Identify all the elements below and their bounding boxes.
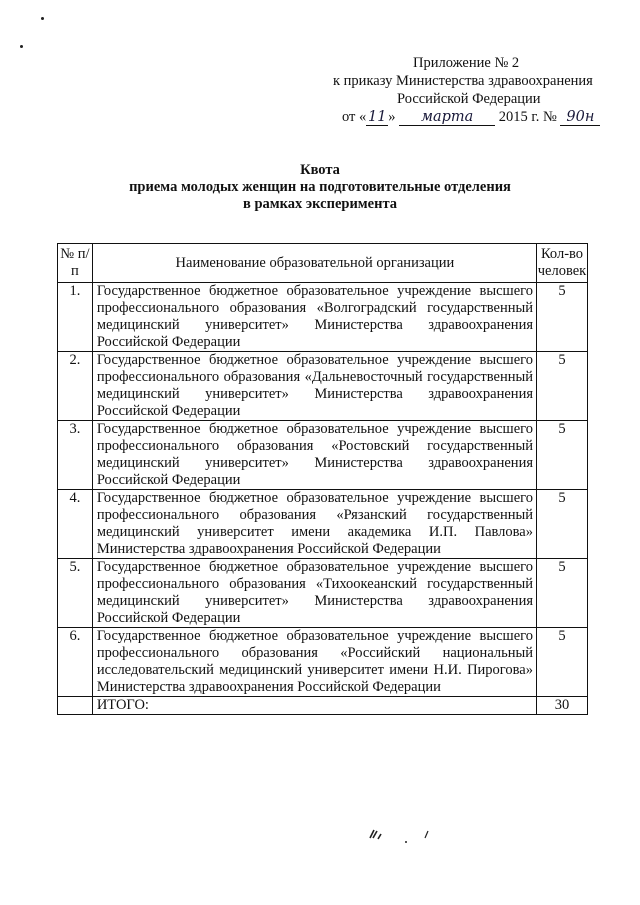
row-qty: 5: [537, 490, 588, 559]
handwritten-day: 11: [368, 109, 387, 125]
row-name: Государственное бюджетное образовательное учреждение высшего профессионального образования «Дальневосточный государственный медицинский университет» Министерства здравоохранения Российской Федерации: [92, 352, 536, 421]
row-qty: 5: [537, 283, 588, 352]
table-header-row: [58, 244, 588, 283]
document-title: [0, 162, 640, 213]
handwritten-month: марта: [399, 109, 495, 126]
table-total-row: [58, 697, 588, 715]
row-num: 4.: [58, 490, 93, 559]
table-row: [58, 421, 588, 490]
row-num: 1.: [58, 283, 93, 352]
header-num: № п/п: [58, 244, 93, 283]
row-qty: 5: [537, 421, 588, 490]
total-label: ИТОГО:: [92, 697, 536, 715]
annex-title: Приложение № 2: [413, 55, 520, 71]
total-num-empty: [58, 697, 93, 715]
row-qty: 5: [537, 628, 588, 697]
title-line-1: Квота: [300, 162, 340, 178]
scan-speck: [20, 45, 23, 48]
row-name: Государственное бюджетное образовательное учреждение высшего профессионального образования «Тихоокеанский государственный медицинский университет» Министерства здравоохранения Российской Федерации: [92, 559, 536, 628]
row-num: 5.: [58, 559, 93, 628]
header-qty: Кол-во человек: [537, 244, 588, 283]
scan-speck: [41, 17, 44, 20]
annex-date-line: [320, 108, 620, 126]
title-line-2: приема молодых женщин на подготовительные отделения: [129, 179, 511, 195]
table-row: [58, 628, 588, 697]
date-prefix: от «: [342, 109, 367, 125]
row-num: 3.: [58, 421, 93, 490]
quota-table: [57, 243, 588, 715]
table-row: [58, 352, 588, 421]
handwritten-order-number: 90н: [560, 109, 600, 126]
title-line-3: в рамках эксперимента: [242, 196, 398, 212]
table-row: [58, 559, 588, 628]
annex-order-line: к приказу Министерства здравоохранения: [333, 73, 593, 89]
row-num: 2.: [58, 352, 93, 421]
handwritten-mark: [368, 826, 438, 848]
row-name: Государственное бюджетное образовательное учреждение высшего профессионального образования «Волгоградский государственный медицинский университет» Министерства здравоохранения Российской Федерации: [92, 283, 536, 352]
row-qty: 5: [537, 352, 588, 421]
scribble-icon: [368, 826, 438, 844]
total-value: 30: [537, 697, 588, 715]
table-row: [58, 283, 588, 352]
annex-federation-line: Российской Федерации: [397, 91, 541, 107]
row-num: 6.: [58, 628, 93, 697]
row-name: Государственное бюджетное образовательное учреждение высшего профессионального образования «Рязанский государственный медицинский университет имени академика И.П. Павлова» Министерства здравоохранения Российской Федерации: [92, 490, 536, 559]
header-name: Наименование образовательной организации: [92, 244, 536, 283]
row-name: Государственное бюджетное образовательное учреждение высшего профессионального образования «Ростовский государственный медицинский университет» Министерства здравоохранения Российской Федерации: [92, 421, 536, 490]
date-year: 2015 г. №: [498, 109, 557, 125]
table-row: [58, 490, 588, 559]
row-name: Государственное бюджетное образовательное учреждение высшего профессионального образования «Российский национальный исследовательский медицинский университет имени Н.И. Пирогова» Министерства здравоохранения Российской Федерации: [92, 628, 536, 697]
date-quote-close: »: [388, 109, 396, 125]
annex-block: [320, 54, 620, 126]
row-qty: 5: [537, 559, 588, 628]
